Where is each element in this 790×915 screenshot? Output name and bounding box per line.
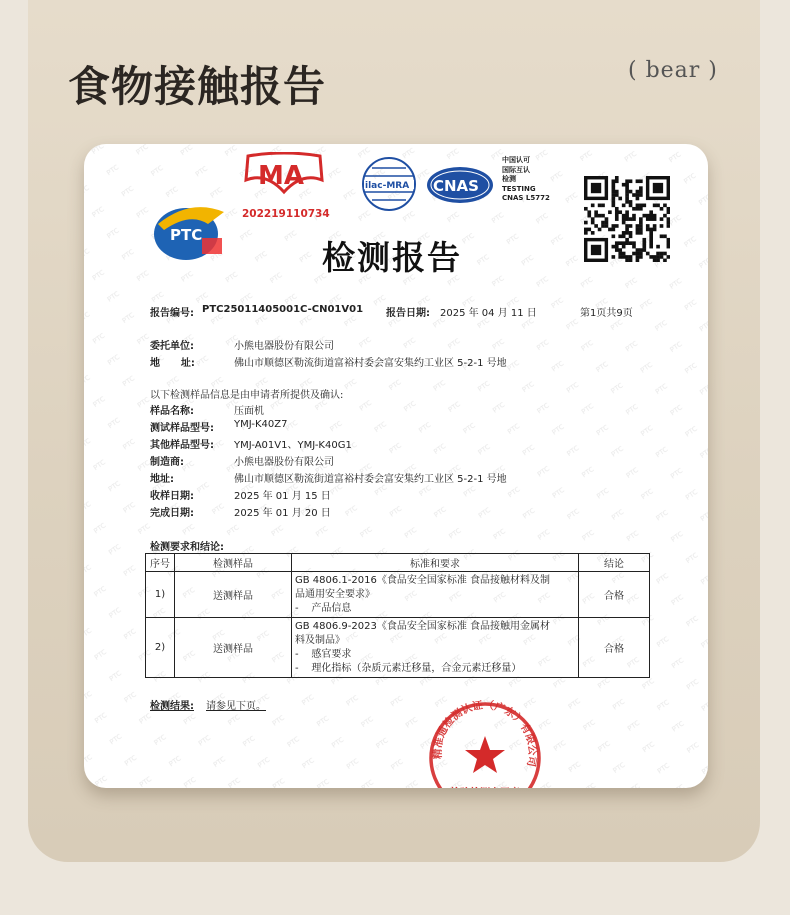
report-date: 2025 年 04 月 11 日 <box>440 308 537 319</box>
seal-bottom-text <box>450 786 520 788</box>
row-number: 2) <box>146 618 175 678</box>
result-text: 请参见下页。 <box>206 701 266 712</box>
qr-code[interactable] <box>584 176 670 262</box>
cnas-logo-text: CNAS <box>433 177 479 195</box>
row-sample: 送测样品 <box>175 572 292 618</box>
standard-line: GB 4806.9-2023《食品安全国家标准 食品接触用金属材 <box>295 620 551 632</box>
field-label: 测试样品型号: <box>150 423 214 434</box>
official-seal <box>426 700 544 788</box>
address-label: 地 址: <box>150 358 195 369</box>
standard-line: - 感官要求 <box>295 648 352 660</box>
field-value: 佛山市顺德区勒流街道富裕村委会富安集约工业区 5-2-1 号地 <box>234 474 507 485</box>
standard-line: 品通用安全要求》 <box>295 588 375 600</box>
row-conclusion: 合格 <box>579 572 650 618</box>
client-label: 委托单位: <box>150 341 194 352</box>
row-standard <box>292 572 579 618</box>
cnas-line: 检测 <box>502 175 516 183</box>
table-header-row <box>146 554 650 572</box>
cnas-accreditation-text <box>502 156 550 204</box>
report-document <box>84 144 708 788</box>
ptc-logo <box>150 194 228 266</box>
field-value: 小熊电器股份有限公司 <box>234 457 334 468</box>
table-header: 检测样品 <box>175 554 292 572</box>
cnas-line: TESTING <box>502 184 536 193</box>
cnas-logo <box>426 166 494 204</box>
field-label: 其他样品型号: <box>150 440 214 451</box>
table-header: 标准和要求 <box>292 554 579 572</box>
ilac-mra-logo <box>360 156 418 212</box>
standard-line: - 理化指标（杂质元素迁移量，合金元素迁移量） <box>295 662 522 674</box>
cma-number: 202219110734 <box>242 208 330 220</box>
field-label: 样品名称: <box>150 406 194 417</box>
standard-line: - 产品信息 <box>295 602 352 614</box>
row-number: 1) <box>146 572 175 618</box>
cnas-line: CNAS L5772 <box>502 194 550 202</box>
client-value: 小熊电器股份有限公司 <box>234 341 334 352</box>
address-value: 佛山市顺德区勒流街道富裕村委会富安集约工业区 5-2-1 号地 <box>234 358 507 369</box>
row-conclusion: 合格 <box>579 618 650 678</box>
field-value: 压面机 <box>234 406 264 417</box>
table-header: 序号 <box>146 554 175 572</box>
cnas-line: 国际互认 <box>502 165 530 174</box>
field-label: 地址: <box>150 474 174 485</box>
row-sample: 送测样品 <box>175 618 292 678</box>
standard-line: GB 4806.1-2016《食品安全国家标准 食品接触材料及制 <box>295 574 551 586</box>
report-number-label: 报告编号: <box>150 308 194 319</box>
result-label: 检测结果: <box>150 701 194 712</box>
results-table <box>145 553 650 678</box>
report-title: 检测报告 <box>322 238 462 277</box>
report-date-label: 报告日期: <box>386 308 430 319</box>
cma-logo <box>242 152 326 192</box>
table-row <box>146 572 650 618</box>
cnas-line: 中国认可 <box>502 156 530 164</box>
row-standard <box>292 618 579 678</box>
table-row <box>146 618 650 678</box>
page-title: 食物接触报告 <box>68 62 327 111</box>
ilac-logo-text: ilac-MRA <box>365 181 410 191</box>
field-value: 2025 年 01 月 15 日 <box>234 491 331 502</box>
field-value: YMJ-A01V1、YMJ-K40G1 <box>234 440 352 451</box>
brand-tag: ( bear ) <box>628 58 718 83</box>
seal-ring-text: 精准通检测认证（广东）有限公司 <box>431 700 539 768</box>
ptc-logo-text: PTC <box>170 226 203 244</box>
field-value: YMJ-K40Z7 <box>234 419 288 430</box>
report-number: PTC25011405001C-CN01V01 <box>202 304 364 315</box>
field-label: 制造商: <box>150 457 184 468</box>
cma-logo-text: MA <box>258 161 304 191</box>
requirements-label: 检测要求和结论: <box>150 542 224 553</box>
standard-line: 料及制品》 <box>295 634 345 646</box>
field-label: 收样日期: <box>150 491 194 502</box>
page-info: 第1页共9页 <box>580 308 633 319</box>
field-label: 完成日期: <box>150 508 194 519</box>
field-value: 2025 年 01 月 20 日 <box>234 508 331 519</box>
table-header: 结论 <box>579 554 650 572</box>
sample-intro: 以下检测样品信息是由申请者所提供及确认: <box>150 390 344 401</box>
